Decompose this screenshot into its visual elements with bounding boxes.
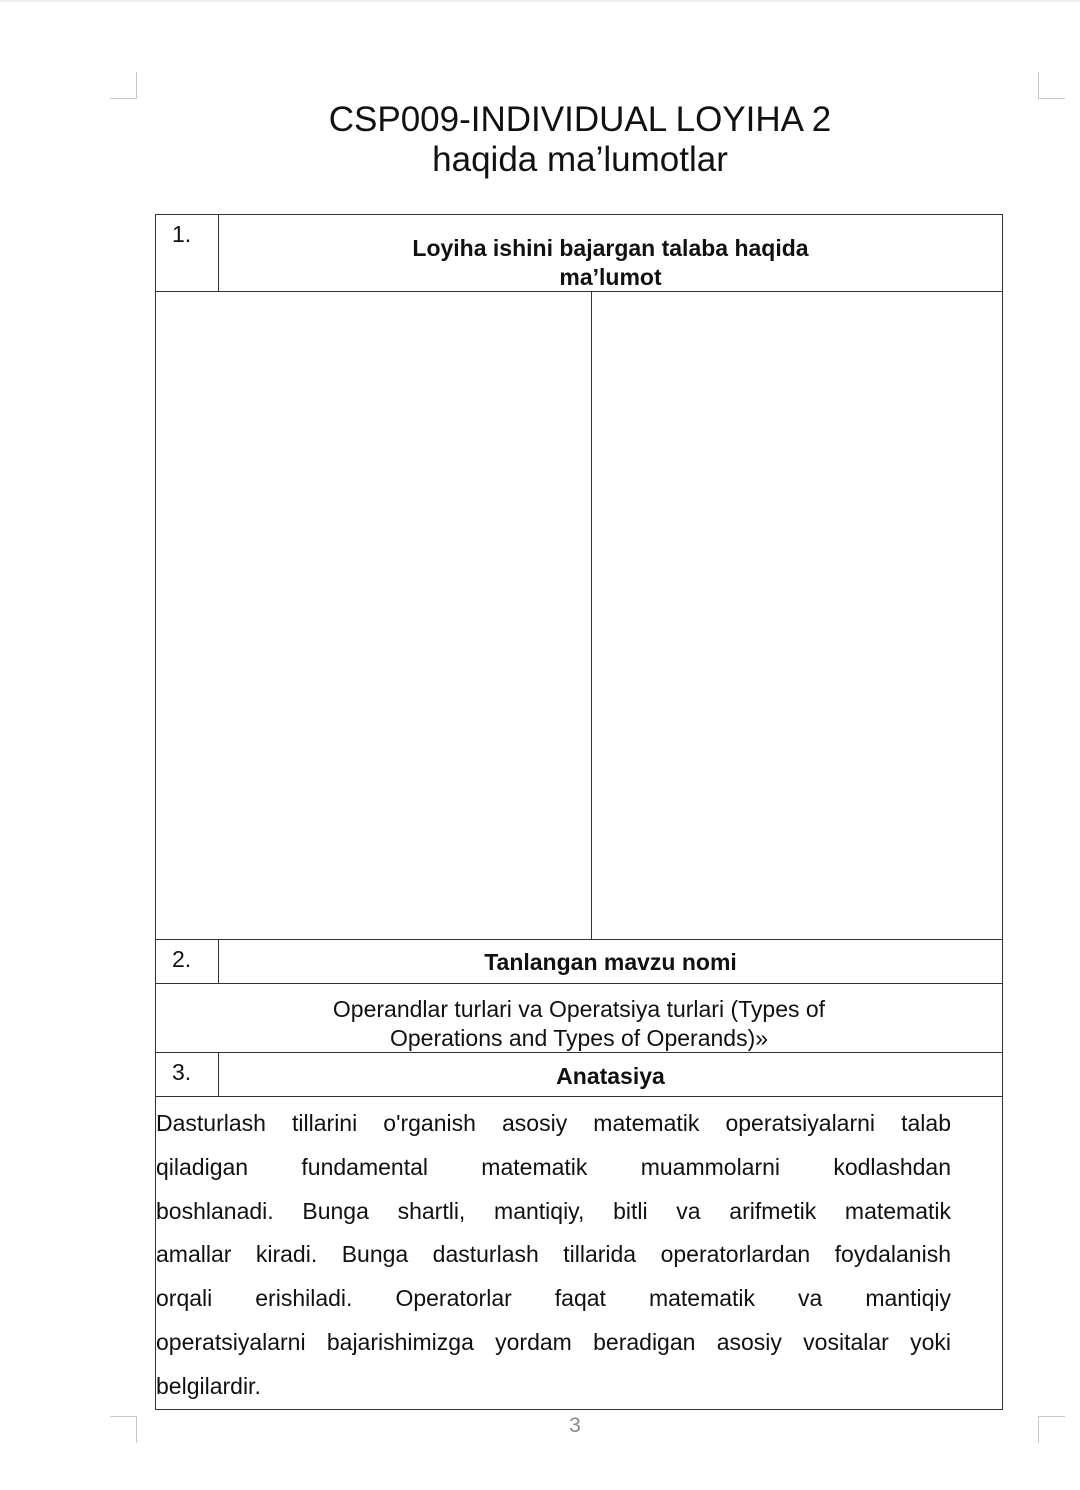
- topic-line-1: Operandlar turlari va Operatsiya turlari (Types of: [332, 996, 826, 1022]
- corner-mark-top-left: [110, 72, 137, 99]
- section-1-number: 1.: [156, 215, 219, 291]
- section-3-header-row: [156, 1052, 1002, 1096]
- title-line-1: CSP009-INDIVIDUAL LOYIHA 2: [328, 100, 832, 139]
- corner-mark-bottom-left: [110, 1416, 137, 1443]
- topic-line-2: Operations and Types of Operands)»: [389, 1025, 769, 1051]
- student-photo-cell: [156, 292, 592, 939]
- section-1-header-row: [156, 215, 1002, 291]
- abstract-line: qiladigan fundamental matematik muammolarni kodlashdan: [156, 1153, 951, 1180]
- abstract-line: Dasturlash tillarini o'rganish asosiy matematik operatsiyalarni talab: [156, 1110, 951, 1136]
- topic-name: [156, 995, 1002, 1053]
- page-top-edge: [0, 0, 1080, 2]
- abstract-line: operatsiyalarni bajarishimizga yordam beradigan asosiy vositalar yoki: [156, 1328, 951, 1355]
- abstract-paragraph: [156, 1102, 951, 1409]
- abstract-line: belgilardir.: [156, 1372, 261, 1399]
- section-1-heading-line-1: Loyiha ishini bajargan talaba haqida: [412, 235, 809, 261]
- section-2-header-row: [156, 939, 1002, 983]
- section-2-number: 2.: [156, 940, 219, 983]
- title-line-2: haqida ma’lumotlar: [432, 140, 728, 179]
- section-3-number: 3.: [156, 1053, 219, 1096]
- section-1-heading-line-2: ma’lumot: [559, 264, 662, 290]
- section-3-heading: Anatasiya: [556, 1063, 665, 1089]
- section-2-heading: Tanlangan mavzu nomi: [484, 949, 737, 975]
- document-title: [180, 100, 980, 180]
- abstract-line: orqali erishiladi. Operatorlar faqat matematik va mantiqiy: [156, 1285, 951, 1312]
- abstract-row: [156, 1096, 1002, 1409]
- abstract-line: boshlanadi. Bunga shartli, mantiqiy, bitli va arifmetik matematik: [156, 1197, 951, 1224]
- abstract-line: amallar kiradi. Bunga dasturlash tillarida operatorlardan foydalanish: [156, 1241, 951, 1268]
- section-1-heading: [219, 215, 1002, 291]
- corner-mark-top-right: [1038, 72, 1065, 99]
- topic-row: [156, 983, 1002, 1052]
- corner-mark-bottom-right: [1038, 1416, 1065, 1443]
- info-table: [155, 214, 1003, 1410]
- student-info-row: [156, 291, 1002, 939]
- page-number: 3: [569, 1414, 581, 1437]
